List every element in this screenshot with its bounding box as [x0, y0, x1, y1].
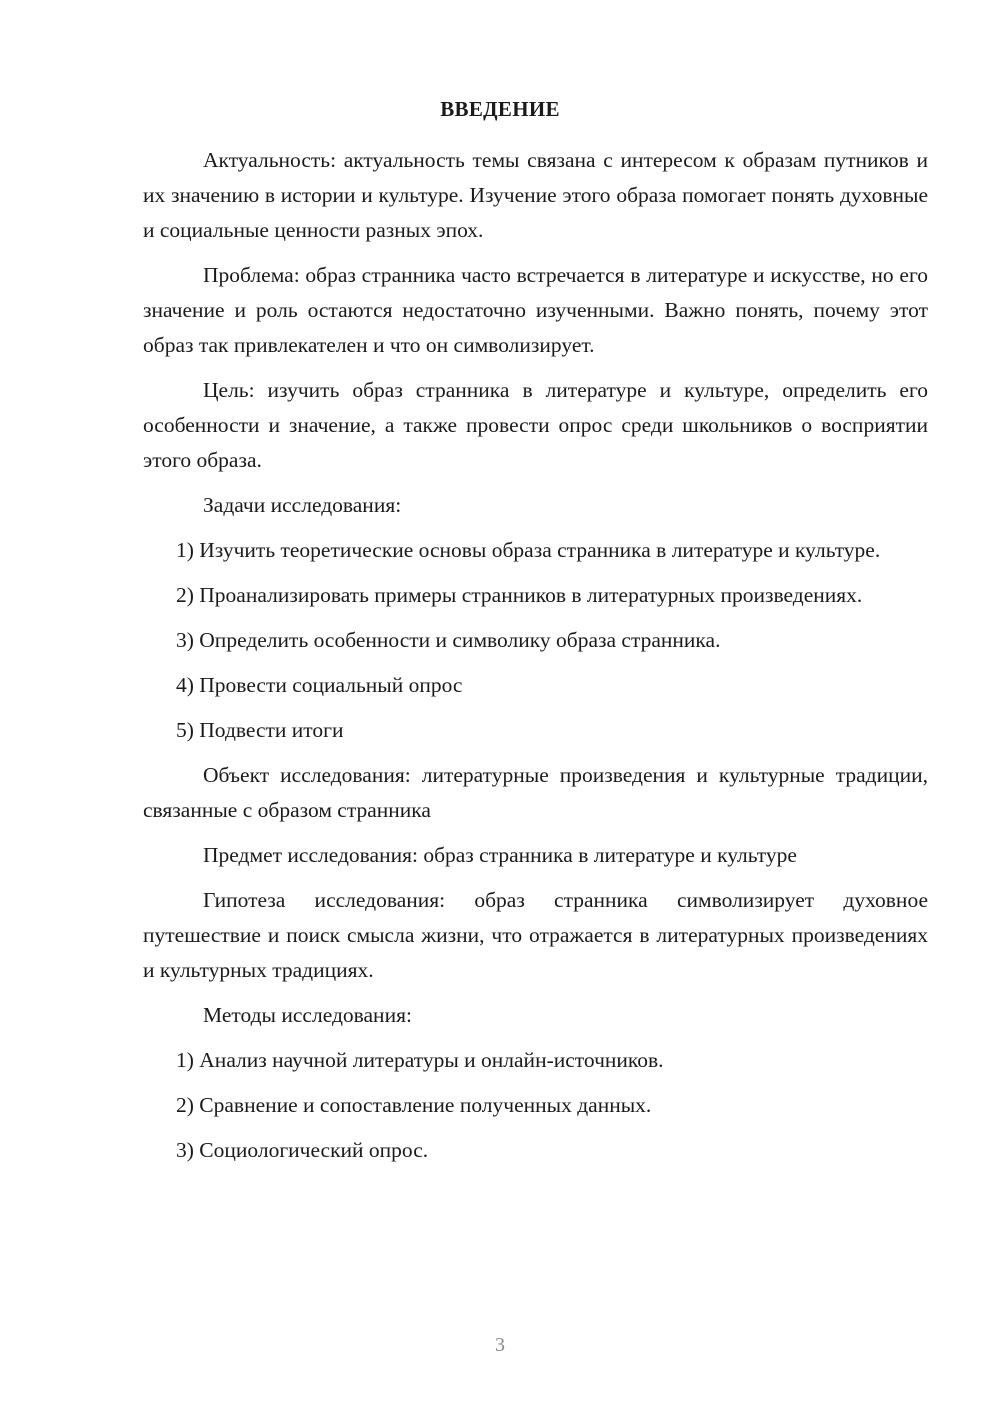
paragraph-hypothesis: Гипотеза исследования: образ странника символизирует духовное путешествие и поиск смысла жизни, что отражается в литературных произведениях и культурных традициях. — [143, 888, 928, 982]
paragraph-methods-heading: Методы исследования: — [203, 1003, 412, 1027]
task-item-5: 5) Подвести итоги — [176, 718, 344, 742]
paragraph-subject: Предмет исследования: образ странника в литературе и культуре — [203, 843, 797, 867]
document-body — [143, 143, 928, 1178]
page-number: 3 — [495, 1334, 505, 1356]
section-title: ВВЕДЕНИЕ — [440, 97, 560, 121]
method-item-1: 1) Анализ научной литературы и онлайн-источников. — [176, 1048, 664, 1072]
paragraph-problem: Проблема: образ странника часто встречается в литературе и искусстве, но его значение и роль остаются недостаточно изученными. Важно понять, почему этот образ так привлекателен и что он символизирует. — [143, 263, 928, 357]
task-item-3: 3) Определить особенности и символику образа странника. — [176, 628, 721, 652]
method-item-2: 2) Сравнение и сопоставление полученных данных. — [176, 1093, 652, 1117]
task-item-1: 1) Изучить теоретические основы образа странника в литературе и культуре. — [176, 538, 881, 562]
paragraph-tasks-heading: Задачи исследования: — [203, 493, 402, 517]
task-item-2: 2) Проанализировать примеры странников в литературных произведениях. — [176, 583, 863, 607]
method-item-3: 3) Социологический опрос. — [176, 1138, 429, 1162]
paragraph-object: Объект исследования: литературные произведения и культурные традиции, связанные с образом странника — [143, 763, 928, 822]
task-item-4: 4) Провести социальный опрос — [176, 673, 463, 697]
paragraph-goal: Цель: изучить образ странника в литературе и культуре, определить его особенности и значение, а также провести опрос среди школьников о восприятии этого образа. — [143, 378, 928, 472]
paragraph-relevance: Актуальность: актуальность темы связана с интересом к образам путников и их значению в истории и культуре. Изучение этого образа помогает понять духовные и социальные ценности разных эпох. — [143, 148, 928, 242]
